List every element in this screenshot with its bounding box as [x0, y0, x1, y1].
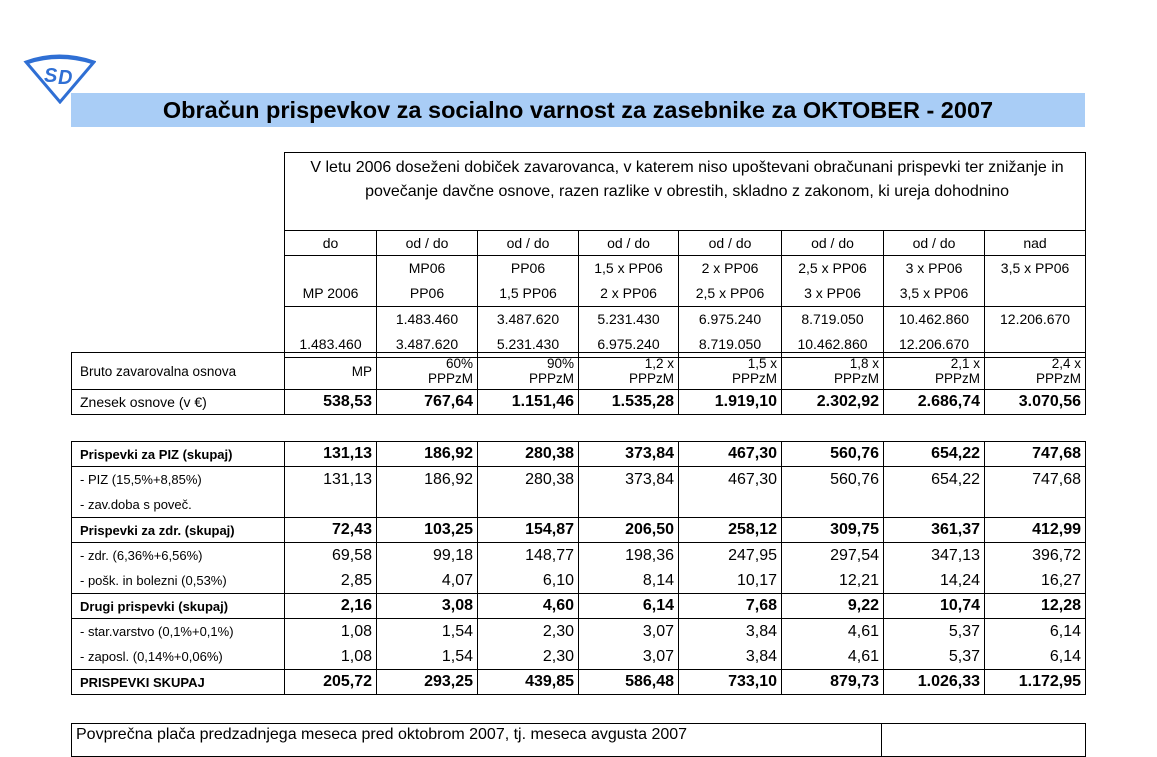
grand_total-value: 879,73 — [782, 670, 884, 695]
zdr_detail-value — [285, 543, 377, 594]
grand_total-value: 205,72 — [285, 670, 377, 695]
zdr_detail-value — [679, 543, 782, 594]
line-2: 2 x PP06 — [600, 285, 657, 301]
other_detail-value — [679, 619, 782, 670]
zdr_detail-label — [72, 543, 285, 594]
amount-range-cell — [985, 307, 1086, 358]
piz_total-value: 654,22 — [884, 442, 985, 467]
line-1: MP — [351, 363, 372, 379]
piz_total-value: 747,68 — [985, 442, 1086, 467]
footer-table — [71, 723, 1086, 757]
line-2: 1,08 — [340, 648, 372, 665]
other_total-value: 2,16 — [285, 594, 377, 619]
line-1: 3,5 x PP06 — [1000, 260, 1070, 276]
line-1: - PIZ (15,5%+8,85%) — [80, 472, 202, 487]
line-2: 12.206.670 — [898, 336, 970, 352]
basis-cell — [377, 353, 478, 390]
ratio-cell — [579, 256, 679, 307]
line-1: 6,14 — [1049, 623, 1081, 640]
amount-value: 2.302,92 — [782, 390, 884, 415]
line-2: 3,07 — [642, 648, 674, 665]
line-1: PP06 — [510, 260, 546, 276]
amount-range-cell — [478, 307, 579, 358]
other_detail-value — [579, 619, 679, 670]
contributions-table — [71, 352, 1086, 695]
zdr_total-value: 103,25 — [377, 518, 478, 543]
line-1: - star.varstvo (0,1%+0,1%) — [80, 624, 234, 639]
line-2: PPPzM — [1035, 371, 1081, 386]
line-2: 3 x PP06 — [804, 285, 861, 301]
line-1: 1,54 — [441, 623, 473, 640]
zdr_detail-value — [782, 543, 884, 594]
line-1: 1,08 — [340, 623, 372, 640]
line-1: 2,1 x — [950, 356, 980, 371]
other_total-value: 10,74 — [884, 594, 985, 619]
zdr_total-value: 206,50 — [579, 518, 679, 543]
piz_total-value: 373,84 — [579, 442, 679, 467]
band-cell: od / do — [579, 231, 679, 256]
line-2: 6,10 — [542, 572, 574, 589]
line-2: 2,30 — [542, 648, 574, 665]
zdr_total-value: 72,43 — [285, 518, 377, 543]
ratio-cell — [884, 256, 985, 307]
line-1: 3,84 — [745, 623, 777, 640]
line-1: 10.462.860 — [898, 311, 970, 327]
piz-detail-value: 186,92 — [377, 467, 478, 518]
zdr_detail-value — [985, 543, 1086, 594]
basis-cell — [285, 353, 377, 390]
line-1: 396,72 — [1032, 547, 1081, 564]
amounts-row — [285, 307, 1086, 358]
line-1: 2,30 — [542, 623, 574, 640]
other_total-value: 9,22 — [782, 594, 884, 619]
line-2: 8,14 — [642, 572, 674, 589]
piz-detail-label — [72, 467, 285, 518]
line-2: 3,5 x PP06 — [899, 285, 969, 301]
line-2: 8.719.050 — [698, 336, 762, 352]
piz-detail-row — [72, 467, 1086, 518]
ratio-cell — [985, 256, 1086, 307]
line-1: 5.231.430 — [597, 311, 660, 327]
piz-detail-value: 467,30 — [679, 467, 782, 518]
grand-total-row — [72, 670, 1086, 695]
other-total-row — [72, 594, 1086, 619]
line-2: 3,84 — [745, 648, 777, 665]
line-1: 8.719.050 — [801, 311, 864, 327]
zdr-detail-row — [72, 543, 1086, 594]
line-2: 5,37 — [948, 648, 980, 665]
amount-range-cell — [285, 307, 377, 358]
amount-label: Znesek osnove (v €) — [72, 390, 285, 415]
line-1: 1,8 x — [849, 356, 879, 371]
amount-value: 767,64 — [377, 390, 478, 415]
zdr_detail-value — [579, 543, 679, 594]
grand_total-value: 733,10 — [679, 670, 782, 695]
ratio-cell — [285, 256, 377, 307]
line-1: 148,77 — [525, 547, 574, 564]
basis-row — [72, 353, 1086, 390]
zdr_total-label: Prispevki za zdr. (skupaj) — [72, 518, 285, 543]
other_total-value: 6,14 — [579, 594, 679, 619]
line-2: PPPzM — [528, 371, 574, 386]
ratio-row — [285, 256, 1086, 307]
other_detail-value — [377, 619, 478, 670]
piz_total-value: 560,76 — [782, 442, 884, 467]
amount-range-cell — [884, 307, 985, 358]
grand_total-value: 439,85 — [478, 670, 579, 695]
band-cell: od / do — [884, 231, 985, 256]
amount-value: 1.919,10 — [679, 390, 782, 415]
line-2: PPPzM — [628, 371, 674, 386]
line-1: - zdr. (6,36%+6,56%) — [80, 548, 203, 563]
line-2: 1,5 PP06 — [499, 285, 557, 301]
line-1: 90% — [546, 356, 574, 371]
band-cell: do — [285, 231, 377, 256]
line-2: 16,27 — [1040, 572, 1081, 589]
piz-detail-value: 280,38 — [478, 467, 579, 518]
other_detail-value — [884, 619, 985, 670]
zdr_detail-value — [478, 543, 579, 594]
line-2: MP 2006 — [302, 285, 359, 301]
zdr_total-value: 258,12 — [679, 518, 782, 543]
other-detail-row — [72, 619, 1086, 670]
piz-detail-value: 560,76 — [782, 467, 884, 518]
bands-row — [285, 231, 1086, 256]
other_detail-value — [285, 619, 377, 670]
other_detail-value — [782, 619, 884, 670]
piz_total-value: 186,92 — [377, 442, 478, 467]
line-1: 347,13 — [931, 547, 980, 564]
footer-value — [882, 724, 1086, 757]
ratio-cell — [478, 256, 579, 307]
band-cell: nad — [985, 231, 1086, 256]
line-2: 6,14 — [1049, 648, 1081, 665]
basis-cell — [884, 353, 985, 390]
zdr_total-value: 309,75 — [782, 518, 884, 543]
band-cell: od / do — [478, 231, 579, 256]
line-1: 2,5 x PP06 — [798, 260, 867, 276]
line-2: PPPzM — [731, 371, 777, 386]
zdr_total-value: 412,99 — [985, 518, 1086, 543]
amount-value: 3.070,56 — [985, 390, 1086, 415]
amount-row — [72, 390, 1086, 415]
line-1: 69,58 — [331, 547, 372, 564]
line-2: 1,54 — [441, 648, 473, 665]
grand_total-value: 1.026,33 — [884, 670, 985, 695]
zdr_total-value: 361,37 — [884, 518, 985, 543]
other_total-value: 4,60 — [478, 594, 579, 619]
title-bar — [71, 93, 1085, 127]
page-title: Obračun prispevkov za socialno varnost za zasebnike za OKTOBER - 2007 — [162, 97, 994, 123]
line-1: 12.206.670 — [1000, 311, 1071, 327]
basis-cell — [579, 353, 679, 390]
line-1: 6.975.240 — [698, 311, 762, 327]
amount-range-cell — [782, 307, 884, 358]
basis-cell — [985, 353, 1086, 390]
amount-range-cell — [377, 307, 478, 358]
zdr_detail-value — [377, 543, 478, 594]
line-1: 2 x PP06 — [701, 260, 759, 276]
line-2: 10,17 — [736, 572, 777, 589]
line-1: 297,54 — [830, 547, 879, 564]
line-1: 1,5 x — [747, 356, 777, 371]
line-2: 2,85 — [340, 572, 372, 589]
grand_total-value: 293,25 — [377, 670, 478, 695]
line-2: 10.462.860 — [797, 336, 868, 352]
line-2: 3.487.620 — [395, 336, 459, 352]
line-1: 5,37 — [948, 623, 980, 640]
band-cell: od / do — [377, 231, 478, 256]
amount-value: 2.686,74 — [884, 390, 985, 415]
line-2: - zav.doba s poveč. — [80, 497, 192, 512]
piz-detail-value: 373,84 — [579, 467, 679, 518]
line-2: PP06 — [409, 285, 445, 301]
line-2: - zaposl. (0,14%+0,06%) — [80, 649, 223, 664]
piz-detail-value: 131,13 — [285, 467, 377, 518]
basis-cell — [679, 353, 782, 390]
grand_total-label: PRISPEVKI SKUPAJ — [72, 670, 285, 695]
bracket-header-table — [284, 152, 1086, 358]
line-2: PPPzM — [427, 371, 473, 386]
line-1: 1,5 x PP06 — [594, 260, 663, 276]
amount-value: 1.151,46 — [478, 390, 579, 415]
amount-value: 1.535,28 — [579, 390, 679, 415]
other_total-value: 12,28 — [985, 594, 1086, 619]
ratio-cell — [782, 256, 884, 307]
piz_total-label: Prispevki za PIZ (skupaj) — [72, 442, 285, 467]
line-2: 2,5 x PP06 — [695, 285, 765, 301]
other_total-label: Drugi prispevki (skupaj) — [72, 594, 285, 619]
basis-cell — [478, 353, 579, 390]
zdr_total-value: 154,87 — [478, 518, 579, 543]
line-1: 1.483.460 — [395, 311, 459, 327]
line-2: 12,21 — [838, 572, 879, 589]
line-1: 3 x PP06 — [905, 260, 963, 276]
ratio-cell — [679, 256, 782, 307]
line-2: PPPzM — [833, 371, 879, 386]
ratio-cell — [377, 256, 478, 307]
piz-detail-value: 747,68 — [985, 467, 1086, 518]
grand_total-value: 586,48 — [579, 670, 679, 695]
line-1: 2,4 x — [1051, 356, 1081, 371]
other_detail-value — [985, 619, 1086, 670]
svg-text:D: D — [58, 67, 73, 89]
line-1: 1,2 x — [644, 356, 674, 371]
line-1: 4,61 — [847, 623, 879, 640]
line-1: 60% — [445, 356, 473, 371]
line-2: 1.483.460 — [299, 336, 362, 352]
piz_total-value: 131,13 — [285, 442, 377, 467]
other_detail-label — [72, 619, 285, 670]
line-2: 6.975.240 — [597, 336, 660, 352]
piz-detail-value: 654,22 — [884, 467, 985, 518]
svg-text:S: S — [44, 65, 58, 87]
zdr_detail-value — [884, 543, 985, 594]
other_total-value: 7,68 — [679, 594, 782, 619]
amount-range-cell — [579, 307, 679, 358]
line-2: - pošk. in bolezni (0,53%) — [80, 573, 227, 588]
grand_total-value: 1.172,95 — [985, 670, 1086, 695]
line-1: MP06 — [408, 260, 446, 276]
other_total-value: 3,08 — [377, 594, 478, 619]
piz_total-value: 467,30 — [679, 442, 782, 467]
amount-range-cell — [679, 307, 782, 358]
band-cell: od / do — [679, 231, 782, 256]
line-1: 99,18 — [432, 547, 473, 564]
band-cell: od / do — [782, 231, 884, 256]
line-2: PPPzM — [934, 371, 980, 386]
basis-label: Bruto zavarovalna osnova — [72, 353, 285, 390]
piz_total-value: 280,38 — [478, 442, 579, 467]
line-1: 198,36 — [625, 547, 674, 564]
other_detail-value — [478, 619, 579, 670]
piz-total-row — [72, 442, 1086, 467]
footer-text: Povprečna plača predzadnjega meseca pred oktobrom 2007, tj. meseca avgusta 2007 — [72, 724, 882, 757]
header-description: V letu 2006 doseženi dobiček zavarovanca, v katerem niso upoštevani obračunani prispevki ter znižanje in povečanje davčne osnove, razen razlike v obrestih, skladno z zakonom, ki ureja dohodnino — [285, 153, 1086, 231]
line-2: 4,07 — [441, 572, 473, 589]
line-1: 3,07 — [642, 623, 674, 640]
line-2: 4,61 — [847, 648, 879, 665]
line-1: 3.487.620 — [496, 311, 560, 327]
basis-cell — [782, 353, 884, 390]
line-2: 14,24 — [939, 572, 980, 589]
line-2: 5.231.430 — [496, 336, 560, 352]
amount-value: 538,53 — [285, 390, 377, 415]
zdr-total-row — [72, 518, 1086, 543]
line-1: 247,95 — [728, 547, 777, 564]
